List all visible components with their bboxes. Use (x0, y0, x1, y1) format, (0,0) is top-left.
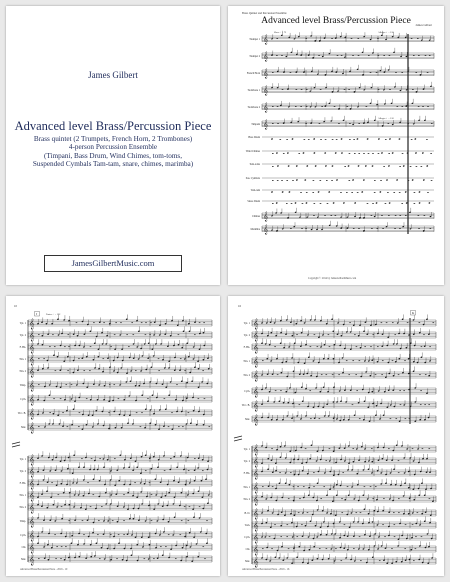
instrument-label: Trombone 1 (247, 88, 260, 92)
staff (251, 189, 434, 193)
cover-page[interactable] (6, 6, 220, 285)
subtitle-line: Brass quintet (2 Trumpets, French Horn, 2 Trombones) (33, 135, 193, 143)
staff (252, 208, 434, 222)
clef-icon: 𝄞 (263, 120, 269, 131)
instrument-label: W.C. B. (241, 404, 250, 407)
instrument-label: French Horn (246, 71, 260, 75)
staff (247, 82, 434, 96)
staff (20, 462, 212, 477)
instrument-label: Tpt. 1 (243, 448, 250, 451)
clef-icon: 𝄞 (263, 69, 269, 80)
clef-icon: 𝄞 (29, 422, 35, 434)
staff (243, 478, 436, 493)
instrument-label: Tom. (244, 524, 250, 527)
clef-icon: 𝄞 (253, 370, 259, 382)
score-composer: James Gilbert (415, 23, 432, 27)
staff (21, 550, 212, 565)
clef-icon: 𝄞 (253, 520, 259, 532)
instrument-label: F. Hn. (243, 346, 250, 349)
score-page-1[interactable] (228, 6, 444, 285)
staff (248, 136, 434, 140)
staff (244, 314, 436, 329)
staff (244, 338, 436, 353)
subtitle-line: 4-person Percussion Ensemble (68, 143, 158, 152)
tempo-marking: Allegro ♩= 116 (378, 31, 394, 34)
clef-icon: 𝄞 (29, 466, 35, 478)
staff (242, 396, 436, 411)
instrument-label: W.C. B. (17, 412, 26, 415)
clef-icon: 𝄞 (253, 494, 259, 506)
clef-icon: 𝄞 (29, 408, 35, 420)
score-page-3[interactable] (228, 296, 444, 576)
page-number: 16 (238, 304, 241, 308)
instrument-label: Tbn. 1 (19, 494, 26, 497)
instrument-label: Tpt. 2 (243, 334, 250, 337)
clef-icon: 𝄞 (253, 318, 259, 330)
clef-icon: 𝄞 (29, 554, 35, 566)
staff (20, 314, 212, 329)
clef-icon: 𝄞 (29, 530, 35, 542)
instrument-label: Mar. (245, 418, 250, 421)
instrument-label: Tpt. 2 (243, 460, 250, 463)
staff (20, 512, 212, 527)
score-footer: Advanced Brass/Percussion Piece - 2016 - 16 (242, 568, 290, 571)
staff (251, 116, 434, 130)
instrument-label: Tbn. 1 (243, 360, 250, 363)
staff (243, 366, 436, 381)
clef-icon: 𝄞 (29, 542, 35, 554)
instrument-label: Mar. (245, 560, 250, 563)
clef-icon: 𝄞 (253, 468, 259, 480)
staff (20, 376, 212, 391)
instrument-label: Cym. (244, 536, 250, 539)
instrument-label: Timpani (251, 122, 260, 126)
clef-icon: 𝄞 (29, 394, 35, 406)
staff (20, 450, 212, 465)
rehearsal-mark: K (412, 311, 415, 315)
staff (246, 541, 436, 555)
staff (249, 163, 434, 167)
subtitle-line: (Timpani, Bass Drum, Wind Chimes, tom-toms, (43, 151, 183, 160)
clef-icon: 𝄞 (253, 456, 259, 468)
score-title: Advanced level Brass/Percussion Piece (261, 16, 411, 26)
instrument-label: Tbn. 2 (243, 374, 250, 377)
staff (246, 177, 434, 181)
instrument-label: Trumpet 1 (249, 37, 260, 41)
instrument-label: Tbn. 2 (19, 506, 26, 509)
staff (244, 440, 436, 455)
cover-composer: James Gilbert (88, 70, 138, 80)
score-footer: Copyright © 2014 by JamesGilbertMusic.com (308, 277, 357, 280)
instrument-label: Mar. (21, 558, 26, 561)
clef-icon: 𝄞 (29, 502, 35, 514)
clef-icon: 𝄞 (253, 482, 259, 494)
clef-icon: 𝄞 (253, 386, 259, 398)
staff (244, 529, 436, 543)
instrument-label: Timp. (19, 384, 26, 387)
staff (244, 464, 436, 479)
tempo-marking: Allegro ♩= 116 (378, 117, 394, 120)
clef-icon: 𝄞 (253, 532, 259, 544)
clef-icon: 𝄞 (253, 356, 259, 368)
clef-icon: 𝄞 (253, 330, 259, 342)
staff (244, 326, 436, 341)
instrument-label: Tbn. 1 (243, 486, 250, 489)
instrument-label: Wind Chimes (245, 150, 260, 153)
staff (247, 65, 434, 79)
instrument-label: Bass Drum (248, 136, 260, 139)
clef-icon: 𝄞 (29, 454, 35, 466)
subtitle-line: Suspended Cymbals Tam-tam, snare, chimes, marimba) (32, 160, 194, 169)
website-link[interactable]: JamesGilbertMusic.com (44, 255, 182, 272)
clef-icon: 𝄞 (253, 556, 259, 568)
clef-icon: 𝄞 (263, 52, 269, 63)
staff (18, 404, 212, 419)
instrument-label: Tam-tam (250, 189, 260, 192)
cover-subtitle (12, 135, 214, 169)
clef-icon: 𝄞 (263, 35, 269, 46)
instrument-label: Sus. Cymbals (245, 177, 260, 180)
staff (20, 326, 212, 341)
staff (250, 221, 434, 235)
staff (22, 538, 212, 553)
staff (20, 474, 212, 489)
clef-icon: 𝄞 (253, 414, 259, 426)
clef-icon: 𝄞 (263, 86, 269, 97)
clef-icon: 𝄞 (29, 330, 35, 342)
rehearsal-mark: J (36, 312, 38, 316)
tempo-marking: Faster ♩= 132 (46, 313, 61, 316)
instrument-label: B. D. (244, 512, 250, 515)
clef-icon: 𝄞 (253, 444, 259, 456)
instrument-label: F. Hn. (19, 346, 26, 349)
clef-icon: 𝄞 (29, 366, 35, 378)
staff (244, 452, 436, 467)
clef-icon: 𝄞 (29, 342, 35, 354)
staff (19, 350, 212, 365)
instrument-label: F. Hn. (19, 482, 26, 485)
staff (244, 504, 436, 519)
score-page-2[interactable] (6, 296, 220, 576)
clef-icon: 𝄞 (29, 380, 35, 392)
instrument-label: Tpt. 2 (19, 470, 26, 473)
instrument-label: Cym. (20, 534, 26, 537)
score-header: Brass Quintet and Percussion Ensemble (242, 12, 287, 15)
clef-icon: 𝄞 (29, 318, 35, 330)
clef-icon: 𝄞 (29, 516, 35, 528)
instrument-label: Tpt. 2 (19, 334, 26, 337)
staff (19, 498, 212, 513)
instrument-label: Trombone 2 (247, 105, 260, 109)
staff (247, 99, 434, 113)
instrument-label: Snare Drum (247, 200, 260, 203)
clef-icon: 𝄞 (253, 544, 259, 556)
staff (245, 516, 436, 531)
instrument-label: Tom-toms (249, 163, 260, 166)
staff (21, 418, 212, 433)
clef-icon: 𝄞 (263, 103, 269, 114)
staff (247, 200, 434, 204)
clef-icon: 𝄞 (253, 400, 259, 412)
instrument-label: Tpt. 1 (243, 322, 250, 325)
staff (244, 382, 436, 397)
tempo-marking: Slow ♩= 72 (274, 31, 287, 34)
staff (243, 490, 436, 505)
score-notation (228, 296, 444, 576)
staff (245, 552, 436, 567)
clef-icon: 𝄞 (29, 478, 35, 490)
instrument-label: Tpt. 1 (19, 322, 26, 325)
staff (243, 352, 436, 367)
instrument-label: Cym. (244, 390, 250, 393)
instrument-label: Trumpet 2 (249, 54, 260, 58)
instrument-label: Chi. (21, 546, 26, 549)
instrument-label: Tbn. 1 (19, 358, 26, 361)
instrument-label: Chimes (252, 214, 260, 218)
staff (20, 390, 212, 405)
staff (20, 338, 212, 353)
clef-icon: 𝄞 (263, 225, 269, 236)
staff (19, 362, 212, 377)
instrument-label: F. Hn. (243, 472, 250, 475)
instrument-label: Tbn. 2 (19, 370, 26, 373)
staff (249, 48, 434, 62)
cover-title: Advanced level Brass/Percussion Piece (14, 119, 212, 133)
staff (19, 486, 212, 501)
instrument-label: Marimba (250, 227, 260, 231)
clef-icon: 𝄞 (253, 508, 259, 520)
instrument-label: Timp. (19, 520, 26, 523)
staff (20, 527, 212, 541)
staff (246, 150, 434, 154)
instrument-label: Cym. (20, 398, 26, 401)
instrument-label: Tpt. 1 (19, 458, 26, 461)
clef-icon: 𝄞 (263, 212, 269, 223)
instrument-label: Tbn. 2 (243, 498, 250, 501)
clef-icon: 𝄞 (29, 490, 35, 502)
clef-icon: 𝄞 (29, 354, 35, 366)
score-notation (228, 6, 444, 285)
instrument-label: Chi. (245, 548, 250, 551)
staff (245, 410, 436, 425)
score-footer: Advanced Brass/Percussion Piece - 2016 - 10 (20, 568, 68, 571)
page-number: 10 (14, 304, 17, 308)
score-notation (6, 296, 220, 576)
instrument-label: Mar. (21, 426, 26, 429)
clef-icon: 𝄞 (253, 342, 259, 354)
